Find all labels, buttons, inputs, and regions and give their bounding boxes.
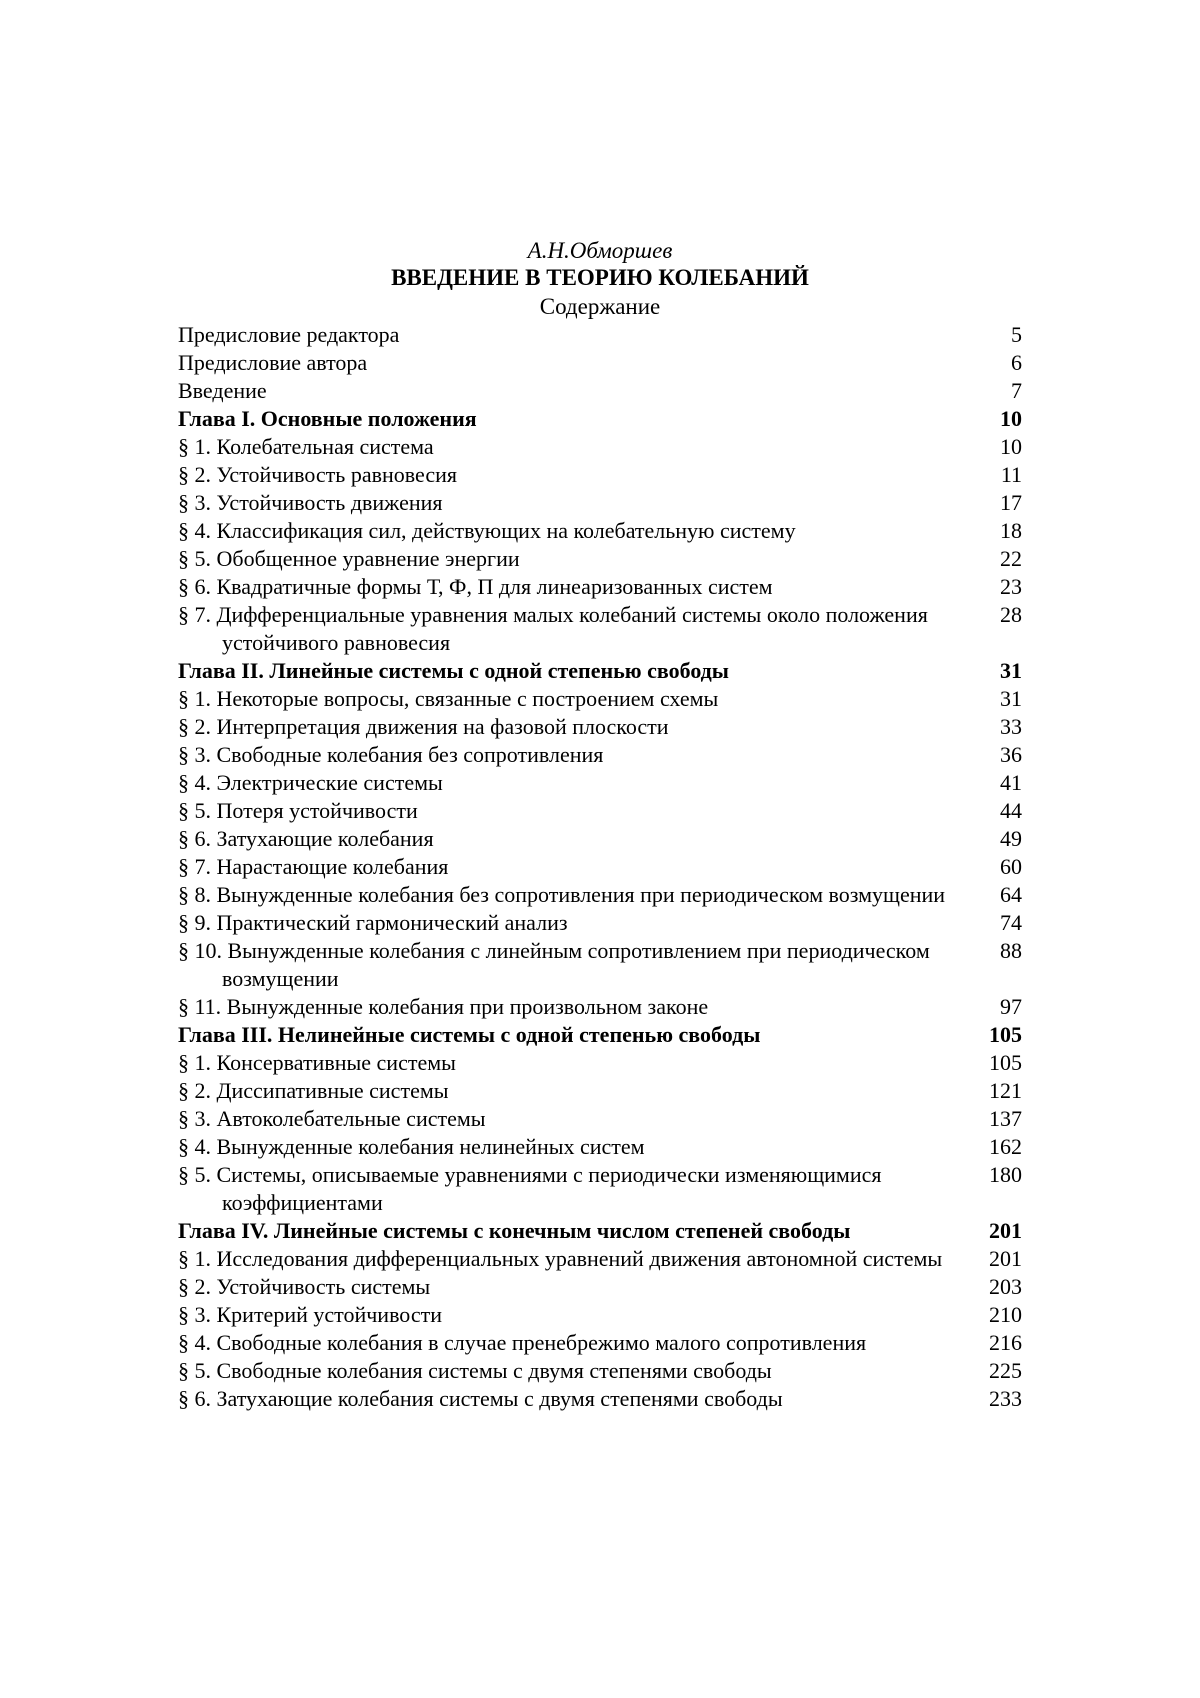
toc-entry-title: § 5. Потеря устойчивости: [178, 798, 418, 823]
toc-page-number: 137: [989, 1106, 1022, 1131]
toc-entry-row: [178, 1049, 1022, 1077]
toc-page-number: 23: [1000, 574, 1022, 599]
toc-page-number: 41: [1000, 770, 1022, 795]
toc-page-number: 201: [989, 1218, 1022, 1243]
toc-page-number: 105: [989, 1050, 1022, 1075]
toc-entry-title: § 6. Затухающие колебания: [178, 826, 434, 851]
toc-page-number: 36: [1000, 742, 1022, 767]
table-of-contents: [178, 321, 1022, 1413]
toc-chapter-row: [178, 657, 1022, 685]
toc-page-number: 162: [989, 1134, 1022, 1159]
toc-page-number: 97: [1000, 994, 1022, 1019]
toc-entry-row: [178, 489, 1022, 517]
toc-entry-title: § 4. Электрические системы: [178, 770, 443, 795]
toc-page-number: 49: [1000, 826, 1022, 851]
toc-entry-row: [178, 461, 1022, 489]
toc-entry-row: [178, 937, 1022, 993]
toc-page-number: 105: [989, 1022, 1022, 1047]
toc-entry-row: [178, 433, 1022, 461]
author-name: А.Н.Обморшев: [527, 238, 673, 263]
toc-entry-row: [178, 685, 1022, 713]
toc-entry-title: Предисловие автора: [178, 350, 368, 375]
toc-entry-title: § 5. Обобщенное уравнение энергии: [178, 546, 520, 571]
toc-entry-title: Введение: [178, 378, 267, 403]
toc-entry-row: [178, 601, 1022, 657]
toc-entry-row: [178, 1245, 1022, 1273]
toc-page-number: 121: [989, 1078, 1022, 1103]
toc-page-number: 28: [1000, 602, 1022, 627]
toc-entry-title: § 5. Свободные колебания системы с двумя степенями свободы: [178, 1358, 772, 1383]
toc-page-number: 7: [1011, 378, 1022, 403]
toc-page-number: 201: [989, 1246, 1022, 1271]
toc-entry-title: § 3. Автоколебательные системы: [178, 1106, 486, 1131]
toc-page-number: 233: [989, 1386, 1022, 1411]
toc-page-number: 74: [1000, 910, 1022, 935]
toc-page-number: 225: [989, 1358, 1022, 1383]
toc-entry-row: [178, 713, 1022, 741]
toc-entry-title: Глава II. Линейные системы с одной степенью свободы: [178, 658, 729, 683]
toc-entry-title: § 3. Свободные колебания без сопротивления: [178, 742, 604, 767]
toc-entry-title: § 3. Критерий устойчивости: [178, 1302, 443, 1327]
toc-entry-title: § 1. Консервативные системы: [178, 1050, 456, 1075]
toc-entry-row: [178, 321, 1022, 349]
toc-entry-title: § 4. Классификация сил, действующих на колебательную систему: [178, 518, 796, 543]
toc-entry-title: § 5. Системы, описываемые уравнениями с периодически изменяющимися коэффициентами: [178, 1162, 882, 1215]
toc-entry-row: [178, 1357, 1022, 1385]
toc-chapter-row: [178, 1217, 1022, 1245]
toc-entry-title: Глава I. Основные положения: [178, 406, 477, 431]
toc-chapter-row: [178, 405, 1022, 433]
toc-entry-row: [178, 741, 1022, 769]
book-title: ВВЕДЕНИЕ В ТЕОРИЮ КОЛЕБАНИЙ: [391, 265, 809, 290]
contents-heading: Содержание: [539, 294, 661, 319]
toc-entry-title: § 2. Устойчивость равновесия: [178, 462, 457, 487]
toc-page-number: 203: [989, 1274, 1022, 1299]
toc-entry-title: § 6. Квадратичные формы Т, Ф, П для линеаризованных систем: [178, 574, 773, 599]
toc-entry-title: § 3. Устойчивость движения: [178, 490, 443, 515]
toc-page-number: 60: [1000, 854, 1022, 879]
toc-entry-title: § 4. Вынужденные колебания нелинейных систем: [178, 1134, 645, 1159]
toc-entry-title: § 7. Нарастающие колебания: [178, 854, 449, 879]
toc-entry-row: [178, 573, 1022, 601]
toc-page-number: 210: [989, 1302, 1022, 1327]
toc-entry-row: [178, 1077, 1022, 1105]
toc-entry-row: [178, 1273, 1022, 1301]
toc-entry-title: § 1. Некоторые вопросы, связанные с построением схемы: [178, 686, 719, 711]
toc-entry-row: [178, 853, 1022, 881]
toc-entry-row: [178, 825, 1022, 853]
toc-entry-row: [178, 545, 1022, 573]
toc-page-number: 10: [1000, 434, 1022, 459]
toc-entry-title: § 2. Диссипативные системы: [178, 1078, 449, 1103]
toc-entry-row: [178, 909, 1022, 937]
toc-page-number: 6: [1011, 350, 1022, 375]
toc-entry-row: [178, 517, 1022, 545]
toc-entry-row: [178, 1385, 1022, 1413]
toc-page-number: 31: [1000, 658, 1022, 683]
toc-entry-title: Глава IV. Линейные системы с конечным числом степеней свободы: [178, 1218, 851, 1243]
toc-page-number: 64: [1000, 882, 1022, 907]
toc-entry-row: [178, 797, 1022, 825]
toc-entry-title: § 2. Устойчивость системы: [178, 1274, 431, 1299]
toc-entry-title: § 9. Практический гармонический анализ: [178, 910, 568, 935]
toc-entry-title: § 8. Вынужденные колебания без сопротивления при периодическом возмущении: [178, 882, 946, 907]
toc-entry-title: § 2. Интерпретация движения на фазовой плоскости: [178, 714, 669, 739]
toc-page-number: 180: [989, 1162, 1022, 1187]
toc-page-number: 10: [1000, 406, 1022, 431]
toc-entry-title: § 6. Затухающие колебания системы с двумя степенями свободы: [178, 1386, 783, 1411]
toc-entry-title: § 7. Дифференциальные уравнения малых колебаний системы около положения устойчивого равновесия: [178, 602, 928, 655]
toc-entry-row: [178, 881, 1022, 909]
toc-page-number: 31: [1000, 686, 1022, 711]
toc-entry-row: [178, 377, 1022, 405]
toc-page-number: 18: [1000, 518, 1022, 543]
toc-entry-row: [178, 1133, 1022, 1161]
toc-page-number: 216: [989, 1330, 1022, 1355]
toc-entry-title: § 10. Вынужденные колебания с линейным сопротивлением при периодическом возмущении: [178, 938, 930, 991]
toc-entry-row: [178, 1161, 1022, 1217]
toc-page-number: 5: [1011, 322, 1022, 347]
toc-entry-row: [178, 769, 1022, 797]
toc-chapter-row: [178, 1021, 1022, 1049]
toc-entry-title: Предисловие редактора: [178, 322, 400, 347]
toc-entry-title: § 1. Исследования дифференциальных уравнений движения автономной системы: [178, 1246, 943, 1271]
toc-page-number: 88: [1000, 938, 1022, 963]
toc-entry-row: [178, 993, 1022, 1021]
toc-page-number: 11: [1000, 462, 1022, 487]
toc-entry-row: [178, 1329, 1022, 1357]
toc-entry-title: § 11. Вынужденные колебания при произвольном законе: [178, 994, 709, 1019]
toc-page-number: 44: [1000, 798, 1022, 823]
toc-page-number: 33: [1000, 714, 1022, 739]
toc-entry-row: [178, 1105, 1022, 1133]
toc-entry-row: [178, 1301, 1022, 1329]
toc-entry-title: § 4. Свободные колебания в случае пренебрежимо малого сопротивления: [178, 1330, 867, 1355]
toc-entry-row: [178, 349, 1022, 377]
toc-entry-title: Глава III. Нелинейные системы с одной степенью свободы: [178, 1022, 761, 1047]
toc-entry-title: § 1. Колебательная система: [178, 434, 434, 459]
toc-page-number: 22: [1000, 546, 1022, 571]
toc-page-number: 17: [1000, 490, 1022, 515]
